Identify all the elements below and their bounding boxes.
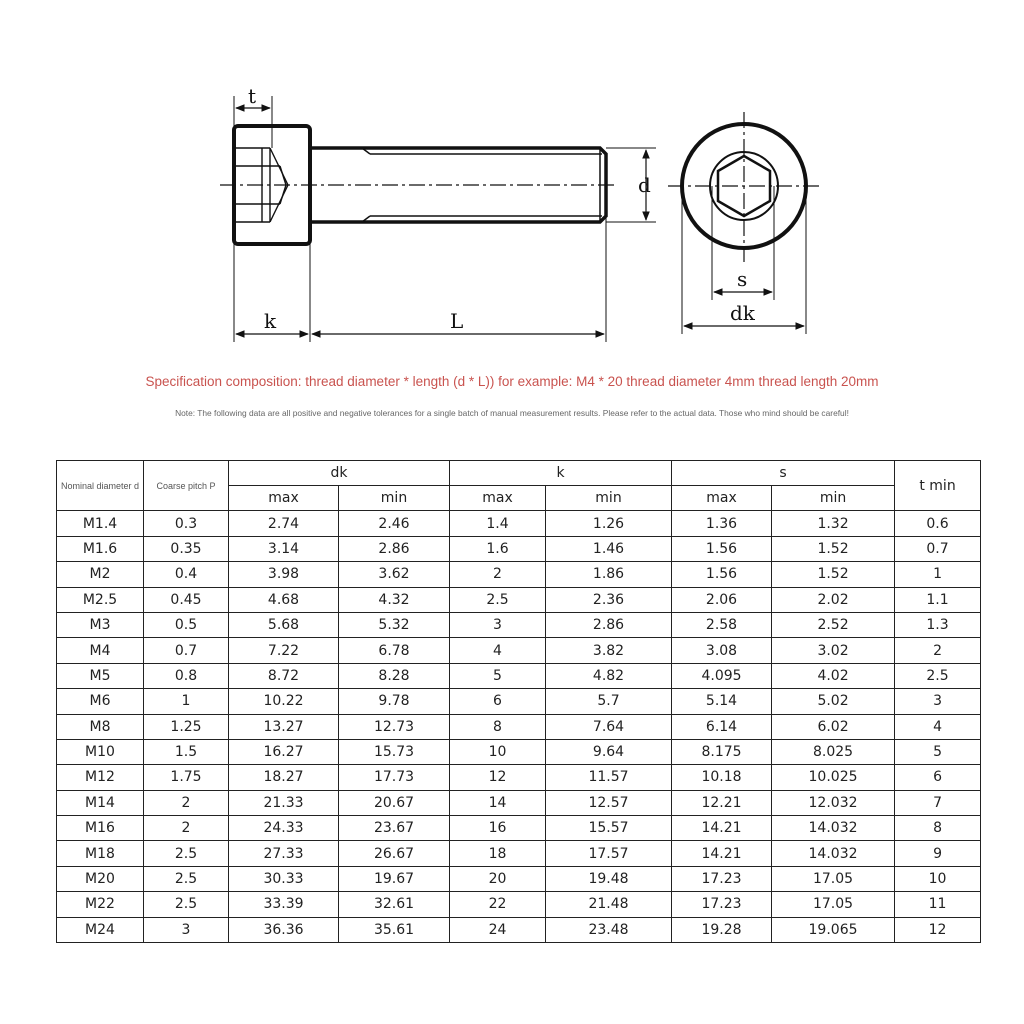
cell-k-min: 2.86 [546,612,672,637]
table-row [57,612,981,637]
cell-dk-max: 3.98 [229,562,339,587]
cell-dk-min: 23.67 [339,816,450,841]
cell-k-min: 17.57 [546,841,672,866]
cell-t-min: 4 [895,714,981,739]
table-row [57,765,981,790]
header-coarse-pitch: Coarse pitch P [144,461,229,511]
cell-s-min: 17.05 [772,892,895,917]
header-t-min: t min [895,461,981,511]
cell-dk-min: 12.73 [339,714,450,739]
cell-dk-max: 16.27 [229,739,339,764]
cell-s-max: 19.28 [672,917,772,942]
label-s: s [737,267,748,291]
cell-coarse-pitch: 2 [144,816,229,841]
cell-coarse-pitch: 2.5 [144,841,229,866]
cell-nominal-diameter: M8 [57,714,144,739]
dimension-table [56,460,981,943]
header-k-max: max [450,486,546,511]
cell-dk-max: 10.22 [229,689,339,714]
cell-k-max: 10 [450,739,546,764]
cell-coarse-pitch: 1.25 [144,714,229,739]
cell-k-max: 4 [450,638,546,663]
cell-s-max: 5.14 [672,689,772,714]
table-row [57,536,981,561]
cell-coarse-pitch: 0.3 [144,511,229,536]
cell-nominal-diameter: M2.5 [57,587,144,612]
cell-nominal-diameter: M18 [57,841,144,866]
cell-s-max: 17.23 [672,892,772,917]
cell-t-min: 10 [895,866,981,891]
cell-t-min: 5 [895,739,981,764]
cell-s-min: 17.05 [772,866,895,891]
cell-k-min: 1.26 [546,511,672,536]
cell-nominal-diameter: M2 [57,562,144,587]
label-dk: dk [730,301,755,325]
cell-nominal-diameter: M5 [57,663,144,688]
cell-s-max: 14.21 [672,841,772,866]
cell-k-min: 11.57 [546,765,672,790]
cell-nominal-diameter: M12 [57,765,144,790]
cell-coarse-pitch: 0.5 [144,612,229,637]
header-k: k [450,461,672,486]
cell-dk-min: 5.32 [339,612,450,637]
cell-k-max: 1.6 [450,536,546,561]
cell-coarse-pitch: 1 [144,689,229,714]
label-t: t [248,84,257,108]
label-k: k [264,309,277,333]
cell-k-max: 2.5 [450,587,546,612]
table-row [57,511,981,536]
cell-s-min: 1.52 [772,536,895,561]
header-dk-max: max [229,486,339,511]
table-row [57,841,981,866]
cell-nominal-diameter: M4 [57,638,144,663]
cell-dk-min: 2.86 [339,536,450,561]
cell-dk-min: 20.67 [339,790,450,815]
cell-dk-max: 8.72 [229,663,339,688]
cell-k-max: 18 [450,841,546,866]
cell-s-min: 8.025 [772,739,895,764]
cell-k-min: 2.36 [546,587,672,612]
table-header [57,461,981,511]
cell-s-min: 19.065 [772,917,895,942]
cell-nominal-diameter: M22 [57,892,144,917]
cell-dk-max: 36.36 [229,917,339,942]
cell-k-max: 3 [450,612,546,637]
cell-nominal-diameter: M20 [57,866,144,891]
cell-k-max: 14 [450,790,546,815]
cell-s-min: 5.02 [772,689,895,714]
cell-dk-min: 8.28 [339,663,450,688]
cell-s-max: 2.06 [672,587,772,612]
cell-s-min: 12.032 [772,790,895,815]
cell-s-min: 2.02 [772,587,895,612]
cell-dk-max: 30.33 [229,866,339,891]
cell-k-min: 9.64 [546,739,672,764]
cell-t-min: 9 [895,841,981,866]
cell-nominal-diameter: M1.6 [57,536,144,561]
cell-k-min: 21.48 [546,892,672,917]
cell-nominal-diameter: M10 [57,739,144,764]
header-nominal-diameter: Nominal diameter d [57,461,144,511]
cell-t-min: 7 [895,790,981,815]
cell-k-max: 6 [450,689,546,714]
table-row [57,663,981,688]
cell-coarse-pitch: 0.7 [144,638,229,663]
cell-dk-min: 4.32 [339,587,450,612]
cell-nominal-diameter: M16 [57,816,144,841]
cell-s-min: 4.02 [772,663,895,688]
table-row [57,562,981,587]
table-row [57,917,981,942]
label-d: d [638,173,651,197]
cell-s-min: 2.52 [772,612,895,637]
cell-t-min: 1 [895,562,981,587]
table-row [57,714,981,739]
cell-s-min: 10.025 [772,765,895,790]
cell-dk-min: 9.78 [339,689,450,714]
cell-dk-min: 32.61 [339,892,450,917]
table-row [57,892,981,917]
cell-coarse-pitch: 0.35 [144,536,229,561]
cell-k-min: 12.57 [546,790,672,815]
cell-k-max: 2 [450,562,546,587]
header-s-min: min [772,486,895,511]
cell-nominal-diameter: M6 [57,689,144,714]
cell-k-min: 7.64 [546,714,672,739]
cell-dk-max: 13.27 [229,714,339,739]
cell-dk-min: 3.62 [339,562,450,587]
cell-dk-max: 4.68 [229,587,339,612]
table-row [57,587,981,612]
cell-dk-max: 33.39 [229,892,339,917]
cell-k-min: 3.82 [546,638,672,663]
header-s: s [672,461,895,486]
cell-s-max: 14.21 [672,816,772,841]
spec-composition-text: Specification composition: thread diameter * length (d * L)) for example: M4 * 20 thread diameter 4mm thread length 20mm [145,374,879,389]
table-row [57,638,981,663]
cell-k-max: 12 [450,765,546,790]
cell-t-min: 1.3 [895,612,981,637]
header-k-min: min [546,486,672,511]
table-row [57,689,981,714]
cell-s-min: 3.02 [772,638,895,663]
cell-t-min: 0.7 [895,536,981,561]
cell-k-max: 24 [450,917,546,942]
cell-dk-min: 35.61 [339,917,450,942]
label-L: L [450,309,464,333]
cell-s-max: 2.58 [672,612,772,637]
cell-s-min: 14.032 [772,841,895,866]
cell-t-min: 1.1 [895,587,981,612]
cell-s-max: 1.56 [672,536,772,561]
table-row [57,816,981,841]
cell-dk-min: 2.46 [339,511,450,536]
header-s-max: max [672,486,772,511]
cell-dk-max: 5.68 [229,612,339,637]
cell-k-min: 5.7 [546,689,672,714]
cell-dk-min: 26.67 [339,841,450,866]
header-dk-min: min [339,486,450,511]
cell-dk-max: 27.33 [229,841,339,866]
table-row [57,790,981,815]
cell-s-max: 10.18 [672,765,772,790]
cell-nominal-diameter: M24 [57,917,144,942]
cell-coarse-pitch: 0.45 [144,587,229,612]
cell-s-max: 12.21 [672,790,772,815]
cell-s-max: 1.36 [672,511,772,536]
cell-k-min: 1.86 [546,562,672,587]
cell-k-max: 1.4 [450,511,546,536]
cell-dk-max: 2.74 [229,511,339,536]
side-view [220,96,656,342]
cell-dk-min: 6.78 [339,638,450,663]
cell-t-min: 3 [895,689,981,714]
cell-dk-max: 21.33 [229,790,339,815]
cell-nominal-diameter: M1.4 [57,511,144,536]
cell-dk-max: 18.27 [229,765,339,790]
cell-t-min: 11 [895,892,981,917]
cell-coarse-pitch: 1.5 [144,739,229,764]
cell-k-min: 19.48 [546,866,672,891]
table-body [57,511,981,943]
cell-t-min: 2.5 [895,663,981,688]
cell-coarse-pitch: 0.8 [144,663,229,688]
tolerance-note: Note: The following data are all positive and negative tolerances for a single batch of manual measurement results. Please refer to the actual data. Those who mind should be careful! [175,408,849,418]
header-dk: dk [229,461,450,486]
cell-s-max: 1.56 [672,562,772,587]
cell-s-min: 1.32 [772,511,895,536]
cell-coarse-pitch: 3 [144,917,229,942]
cell-k-max: 16 [450,816,546,841]
cell-s-min: 1.52 [772,562,895,587]
cell-s-min: 14.032 [772,816,895,841]
table-row [57,866,981,891]
cell-k-min: 23.48 [546,917,672,942]
cell-dk-max: 24.33 [229,816,339,841]
cell-nominal-diameter: M3 [57,612,144,637]
cell-nominal-diameter: M14 [57,790,144,815]
cell-coarse-pitch: 1.75 [144,765,229,790]
cell-dk-min: 15.73 [339,739,450,764]
table-row [57,739,981,764]
cell-s-max: 4.095 [672,663,772,688]
cell-t-min: 2 [895,638,981,663]
cell-s-max: 8.175 [672,739,772,764]
cell-dk-max: 7.22 [229,638,339,663]
cell-coarse-pitch: 2.5 [144,892,229,917]
cell-coarse-pitch: 2 [144,790,229,815]
cell-dk-min: 17.73 [339,765,450,790]
cell-coarse-pitch: 0.4 [144,562,229,587]
cell-k-max: 20 [450,866,546,891]
cell-coarse-pitch: 2.5 [144,866,229,891]
cell-k-min: 4.82 [546,663,672,688]
cell-k-max: 5 [450,663,546,688]
cell-s-max: 3.08 [672,638,772,663]
cell-t-min: 12 [895,917,981,942]
cell-t-min: 0.6 [895,511,981,536]
cell-dk-min: 19.67 [339,866,450,891]
cell-k-max: 22 [450,892,546,917]
cell-t-min: 6 [895,765,981,790]
cell-k-min: 15.57 [546,816,672,841]
cell-dk-max: 3.14 [229,536,339,561]
cell-s-min: 6.02 [772,714,895,739]
cell-k-min: 1.46 [546,536,672,561]
cell-t-min: 8 [895,816,981,841]
cell-s-max: 6.14 [672,714,772,739]
cell-k-max: 8 [450,714,546,739]
cell-s-max: 17.23 [672,866,772,891]
screw-drawing [0,0,1024,360]
